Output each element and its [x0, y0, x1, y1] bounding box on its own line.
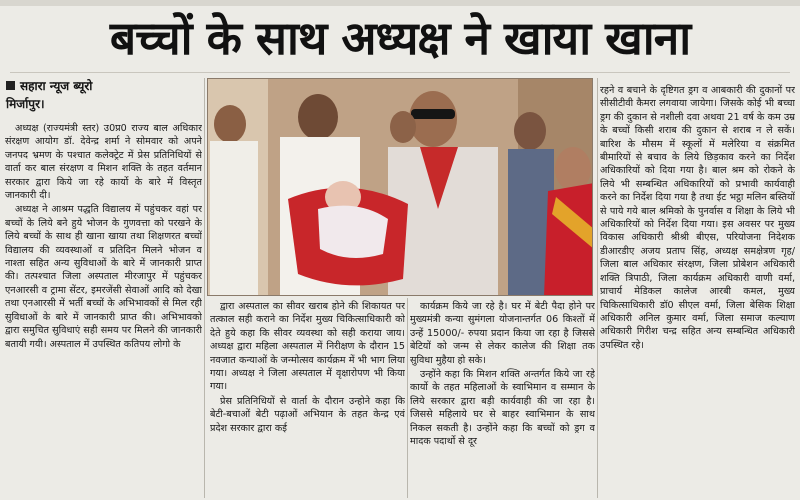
byline-text: सहारा न्यूज ब्यूरो: [20, 79, 93, 93]
article-column-3: [410, 300, 595, 498]
column-4-paragraph: रहने व बचाने के दृष्टिगत ड्रग व आबकारी की दुकानों पर सीसीटीवी कैमरा लगवाया जायेगा। जिसके कोई भी बच्चा ड्रग की दुकान से नशीली दवा अथवा 21 वर्ष के कम उम्र के बच्चों किसी शराब की दुकान से शराब न ले सकें। बारिश के मौसम में स्कूलों में मलेरिया व संक्रमित बीमारियों से बचाव के लिये छिड़काव करने का निर्देश अधिकारियों को दिया गया है। बाल श्रम को रोकने के लिये भी सम्बन्धित अधिकारियों को प्रभावी कार्यवाही करने का निर्देश दिया गया है तथा ईट भट्ठा मलिन बस्तियों से पाये गये बाल श्रमिको के पुनर्वास व शिक्षा के लिये भी अधिकारियों को निर्देश दिया गया। इस अवसर पर मुख्य विकास अधिकारी श्रीश्री बीएस, परियोजना निदेशक डीआरडीए अजय प्रताप सिंह, अध्यक्ष समक्षेत्रण गृह/जिला बाल अधिकार संरक्षण, जिला प्रोबेशन अधिकारी शक्ति त्रिपाठी, जिला कार्यक्रम अधिकारी वाणी वर्मा, प्राचार्य मेडिकल कालेज आरबी कमल, मुख्य चिकित्साधिकारी डॉ0 सीएल वर्मा, जिला बेसिक शिक्षा अधिकारी अनिल कुमार वर्मा, जिला समाज कल्याण अधिकारी गिरीश चन्द्र सहित अन्य सम्बन्धित अधिकारी उपस्थित रहे।: [600, 85, 795, 351]
article-column-2: [210, 300, 405, 498]
news-photo: [207, 78, 593, 296]
byline: [6, 78, 206, 94]
column-divider: [597, 78, 598, 498]
column-2-paragraph: द्वारा अस्पताल का सीवर खराब होने की शिकायत पर तत्काल सही कराने का निर्देश मुख्य चिकित्साधिकारी को देते हुये कहा कि सीवर व्यवस्था को सही कराया जाय। अध्यक्ष द्वारा महिला अस्पताल में निरीक्षण के दौरान 15 नवजात कन्याओं के जन्मोत्सव कार्यक्रम में भी भाग लिया गया। अध्यक्ष ने जिला अस्पताल में वृक्षारोपण भी किया गया।: [210, 301, 405, 393]
article-column-1: [5, 122, 202, 498]
column-3-paragraph: उन्होंने कहा कि मिशन शक्ति अन्तर्गत किये जा रहे कार्यो के तहत महिलाओं के स्वाभिमान व सम्मान के लिये सरकार द्वारा बड़ी कार्यवाही की जा रहा है। जिससे महिलाये घर से बाहर स्वाभिमान के साथ निकल सकती है। उन्होंने कहा कि बच्चों को ड्रग व मादक पदार्थो से दूर: [410, 369, 595, 448]
photo-illustration: [208, 79, 593, 296]
column-1-paragraph: अध्यक्ष ने आश्रम पद्धति विद्यालय में पहुंचकर वहां पर बच्चों के लिये बने हुये भोजन के गुणवत्ता को परखने के लिये बच्चों के साथ ही खाना खाया तथा शिक्षणरत बच्चों विद्यालय की व्यवस्थाओं व प्रतिदिन मिलने भोजन व नाश्ता सहित अन्य सुविधाओं के बारे में जानकारी प्राप्त की। तत्पश्चात जिला अस्पताल मीरजापुर में पहुंचकर एनआरसी व ट्रामा सेंटर, इमरजेंसी सेवाओं आदि को देखा तथा एनआरसी में भर्ती बच्चों के अभिभावकों से मिल रही सुविधाओं के बारे में जानकारी प्राप्त की। अभिभावको द्वारा समुचित सुविधाएं सही समय पर मिलने की जानकारी बतायी गयी। अस्पताल में उपस्थित कतिपय लोगो के: [5, 204, 202, 350]
column-2-paragraph: प्रेस प्रतिनिधियों से वार्ता के दौरान उन्होने कहा कि बेटी-बचाओं बेटी पढ़ाओं अभियान के तहत केन्द्र एवं प्रदेश सरकार द्वारा कई: [210, 395, 405, 434]
headline-rule: [10, 72, 790, 73]
headline: बच्चों के साथ अध्यक्ष ने खाया खाना: [109, 11, 691, 65]
column-divider: [407, 298, 408, 498]
byline-square-icon: [6, 81, 15, 90]
column-1-paragraph: अध्यक्ष (राज्यमंत्री स्तर) उ0प्र0 राज्य बाल अधिकार संरक्षण आयोग डॉ. देवेन्द्र शर्मा ने सोमवार को अपने जनपद भ्रमण के पश्चात कलेक्ट्रेट में प्रेस प्रतिनिधियों से वार्ता कर बाल संरक्षण व मिशन शक्ति के तहत वर्तमान सरकार द्वारा किये जा रहे कार्यो के बारे में विस्तृत जानकारी दी।: [5, 123, 202, 202]
column-divider: [204, 78, 205, 498]
article-column-4: [600, 84, 795, 498]
dateline: मिर्जापुर।: [6, 97, 45, 111]
column-3-paragraph: कार्यक्रम किये जा रहे है। घर में बेटी पैदा होने पर मुख्यमंत्री कन्या सुमंगला योजनान्तर्गत 06 किश्तों में उन्हें 15000/- रुपया प्रदान किया जा रहा है जिससे बेटियों को जन्म से लेकर कालेज की शिक्षा तक सुविधा मुहैया हो सके।: [410, 301, 595, 366]
